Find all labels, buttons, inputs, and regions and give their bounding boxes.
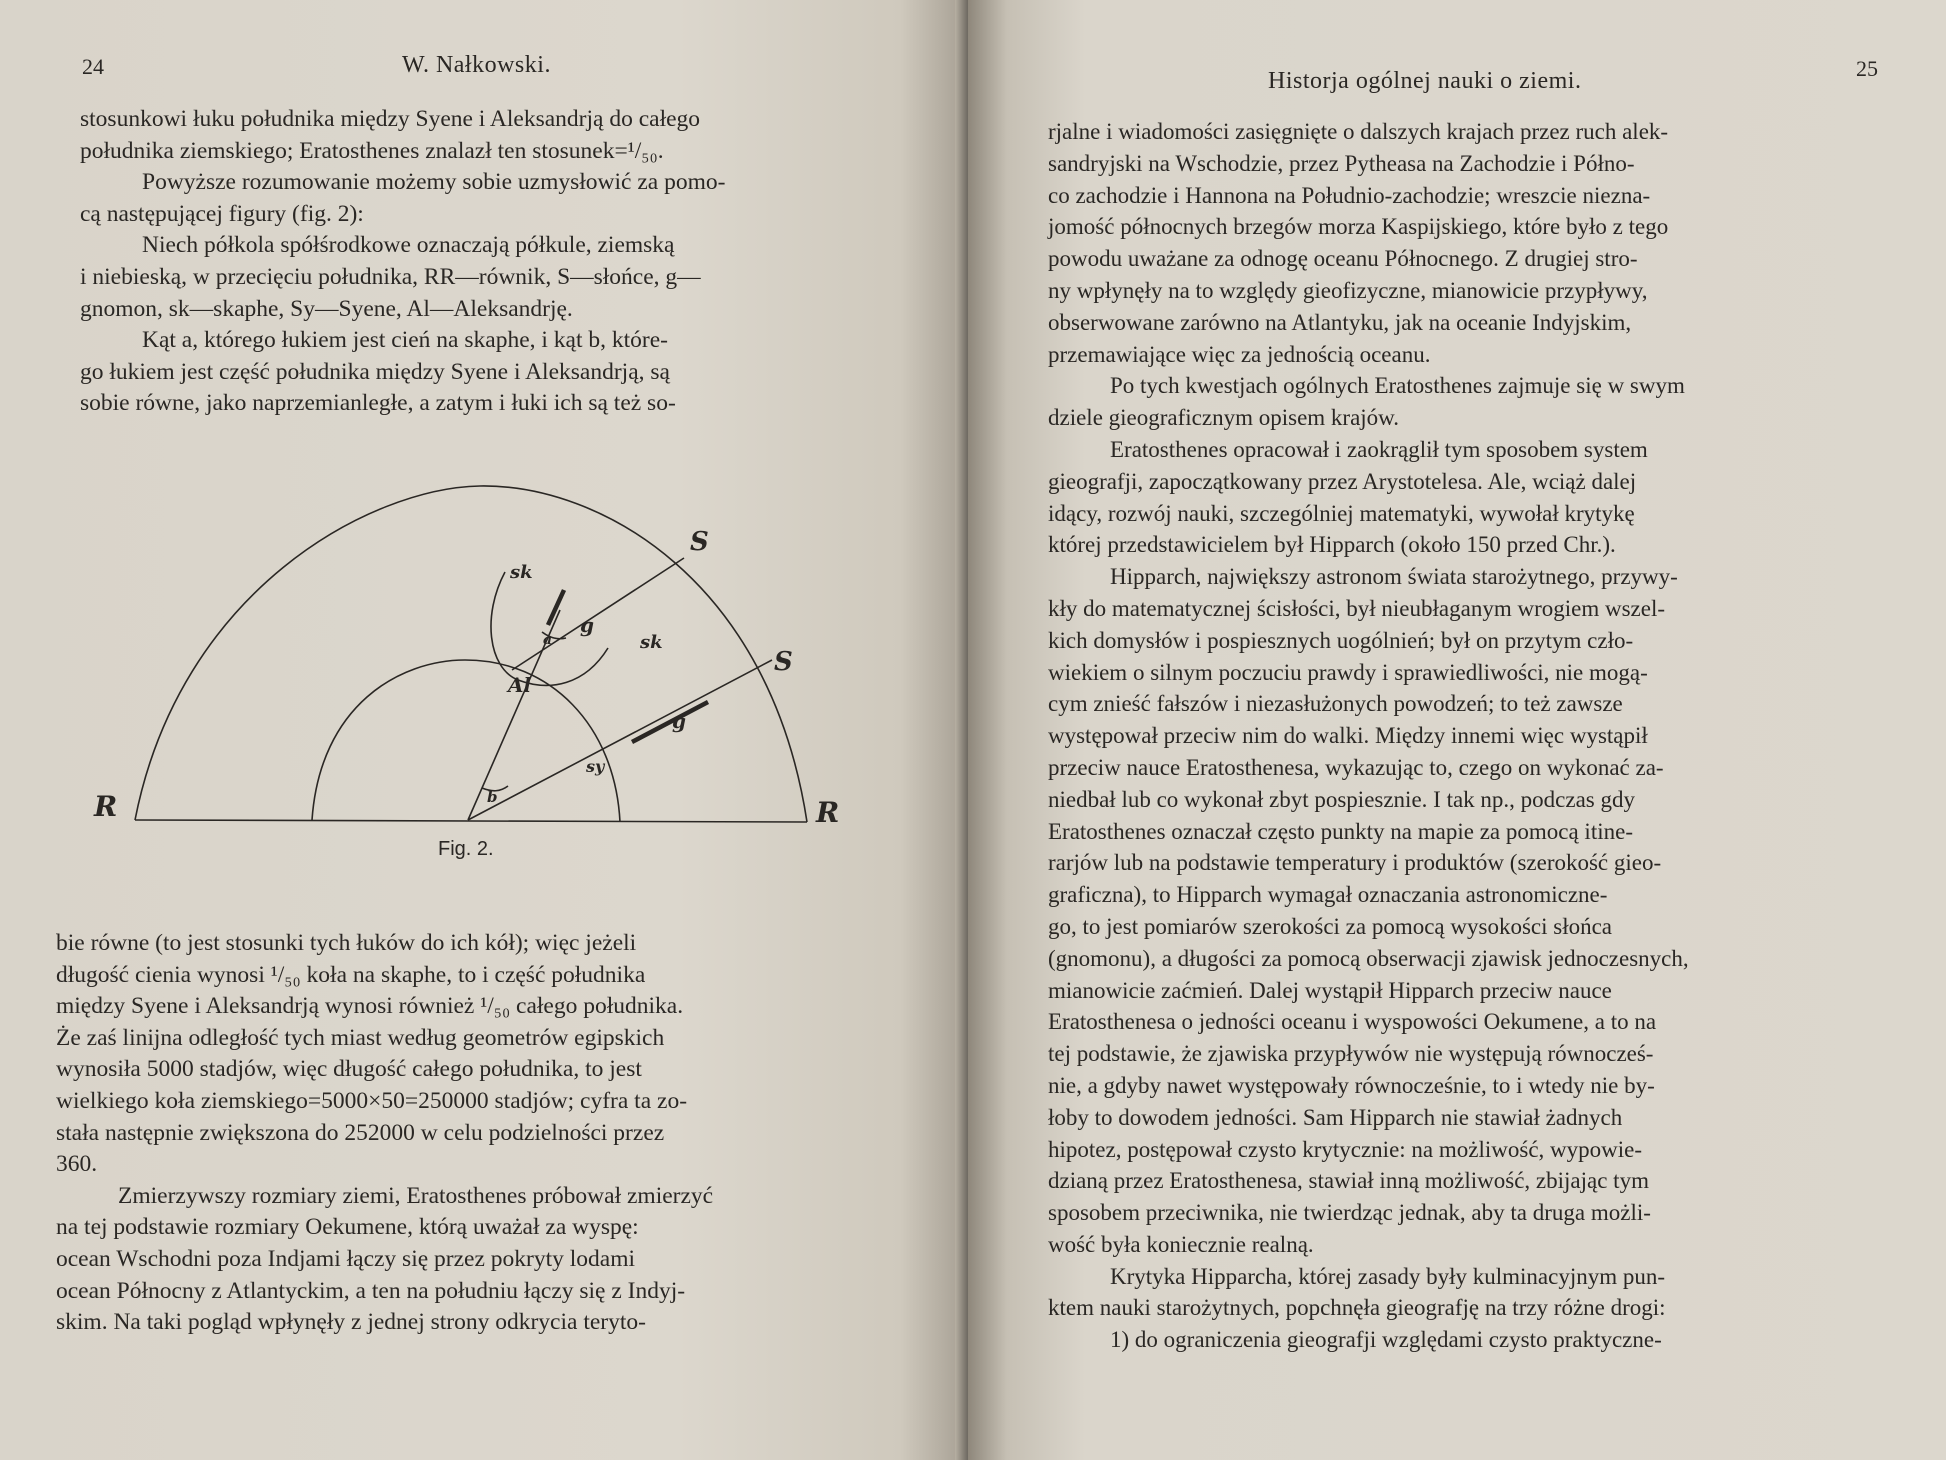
label-b: b: [487, 788, 498, 806]
figure-caption: Fig. 2.: [438, 838, 494, 860]
text-line: bie równe (to jest stosunki tych łuków do ich kół); więc jeżeli: [56, 930, 637, 956]
page-number: 24: [82, 54, 104, 79]
text-line: Eratosthenes opracował i zaokrąglił tym sposobem system: [1110, 436, 1648, 462]
text-line: łoby to dowodem jedności. Sam Hipparch nie stawiał żadnych: [1048, 1104, 1623, 1130]
text-line: (gnomonu), a długości za pomocą obserwacji zjawisk jednoczesnych,: [1048, 945, 1689, 971]
right-page: [968, 0, 1946, 1460]
label-g: g: [672, 709, 686, 733]
text-line: dzianą przez Eratosthenesa, stawiał inną możliwość, zbijając tym: [1048, 1168, 1649, 1194]
text-line: Hipparch, największy astronom świata starożytnego, przywy-: [1110, 564, 1678, 590]
text-line: dziele gieograficznym opisem krajów.: [1048, 405, 1400, 431]
text-line: mianowicie zaćmień. Dalej wystąpił Hipparch przeciw nauce: [1048, 977, 1612, 1003]
text-line: kich domysłów i pospiesznych uogólnień; był on przytym czło-: [1048, 627, 1634, 653]
text-line: Niech półkola spółśrodkowe oznaczają półkule, ziemską: [142, 232, 675, 259]
text-line: sobie równe, jako naprzemianległe, a zatym i łuki ich są też so-: [80, 390, 676, 417]
text-line: niedbał lub co wykonał zbyt pospiesznie. I tak np., podczas gdy: [1048, 786, 1635, 812]
text-block: [1048, 116, 1856, 1356]
label-sy: sy: [586, 757, 605, 776]
text-line: stosunkowi łuku południka między Syene i Aleksandrją do całego: [80, 106, 701, 132]
text-line: sandryjski na Wschodzie, przez Pytheasa na Zachodzie i Półno-: [1048, 150, 1635, 176]
text-line: stała następnie zwiększona do 252000 w celu podzielności przez: [56, 1119, 665, 1146]
label-al: Al: [508, 673, 532, 697]
gnomon-syene: [632, 702, 708, 742]
running-head: W. Nałkowski.: [402, 52, 551, 78]
label-sk: sk: [640, 632, 663, 653]
text-line: Eratosthenesa o jedności oceanu i wyspowości Oekumene, a to na: [1048, 1009, 1657, 1035]
label-s: S: [690, 527, 709, 557]
text-line: idący, rozwój nauki, szczególniej matematyki, wywołał krytykę: [1048, 500, 1635, 526]
running-head: Historja ogólnej nauki o ziemi.: [1268, 68, 1582, 94]
text-line: ny wpłynęły na to względy gieofizyczne, mianowicie przypływy,: [1048, 277, 1648, 303]
label-r: R: [94, 790, 118, 823]
text-line: przemawiające więc za jednością oceanu.: [1048, 341, 1431, 367]
text-line: wość była koniecznie realną.: [1048, 1231, 1314, 1257]
text-line: wielkiego koła ziemskiego=5000×50=250000 stadjów; cyfra ta zo-: [56, 1087, 688, 1114]
text-line: obserwowane zarówno na Atlantyku, jak na oceanie Indyjskim,: [1048, 309, 1632, 335]
text-line: rarjów lub na podstawie temperatury i produktów (szerokość gieo-: [1048, 850, 1662, 876]
text-line: sposobem przeciwnika, nie twierdząc jednak, aby ta druga możli-: [1048, 1200, 1651, 1226]
text-line: ocean Północny z Atlantyckim, a ten na południu łączy się z Indyj-: [56, 1277, 686, 1304]
text-line: Krytyka Hipparcha, której zasady były kulminacyjnym pun-: [1110, 1263, 1666, 1289]
text-line: rjalne i wiadomości zasięgnięte o dalszych krajach przez ruch alek-: [1048, 119, 1669, 144]
text-line: Powyższe rozumowanie możemy sobie uzmysłowić za pomo-: [142, 169, 726, 196]
earth-semicircle: [312, 660, 620, 822]
text-line: występował przeciw nim do walki. Między innemi więc wystąpił: [1048, 723, 1648, 749]
text-line: tej podstawie, że zjawiska przypływów nie występują równocześ-: [1048, 1041, 1654, 1067]
label-r: R: [816, 796, 840, 829]
text-line: 1) do ograniczenia gieografji względami czysto praktyczne-: [1110, 1327, 1662, 1353]
label-g: g: [580, 613, 594, 637]
label-s: S: [774, 647, 793, 677]
text-line: przeciw nauce Eratosthenesa, wykazując to, czego on wykonać za-: [1048, 754, 1664, 780]
figure-2-diagram: [80, 470, 880, 830]
text-block-top: [80, 104, 894, 420]
text-line: cą następującej figury (fig. 2):: [80, 200, 364, 227]
text-line: jomość północnych brzegów morza Kaspijskiego, które było z tego: [1048, 214, 1669, 240]
text-line: długość cienia wynosi ¹/₅₀ koła na skaphe, to i część południka: [56, 961, 646, 988]
equator-line: [135, 820, 807, 822]
text-line: i niebieską, w przecięciu południka, RR—równik, S—słońce, g—: [80, 263, 701, 290]
text-line: gieografji, zapoczątkowany przez Arystotelesa. Ale, wciąż dalej: [1048, 468, 1637, 494]
text-line: wynosiła 5000 stadjów, więc długość całego południka, to jest: [56, 1056, 642, 1083]
text-line: Że zaś linijna odległość tych miast według geometrów egipskich: [56, 1024, 665, 1051]
text-line: wiekiem o silnym poczuciu prawdy i sprawiedliwości, nie mogą-: [1048, 659, 1648, 685]
text-line: gnomon, sk—skaphe, Sy—Syene, Al—Aleksandrję.: [80, 295, 573, 322]
text-line: której przedstawicielem był Hipparch (około 150 przed Chr.).: [1048, 532, 1616, 558]
text-line: ocean Wschodni poza Indjami łączy się przez pokryty lodami: [56, 1245, 636, 1272]
label-sk: sk: [510, 562, 533, 583]
text-line: Eratosthenes oznaczał często punkty na mapie za pomocą itine-: [1048, 818, 1633, 844]
text-line: 360.: [56, 1151, 98, 1178]
text-line: co zachodzie i Hannona na Południo-zachodzie; wreszcie niezna-: [1048, 182, 1651, 208]
text-line: na tej podstawie rozmiary Oekumene, którą uważał za wyspę:: [56, 1214, 639, 1241]
text-line: między Syene i Aleksandrją wynosi również ¹/₅₀ całego południka.: [56, 993, 684, 1020]
text-line: hipotez, postępował czysto krytycznie: na możliwość, wypowie-: [1048, 1136, 1643, 1162]
text-line: go łukiem jest część południka między Syene i Aleksandrją, są: [80, 358, 670, 385]
page-number: 25: [1856, 56, 1878, 81]
text-line: powodu uważane za odnogę oceanu Północnego. Z drugiej stro-: [1048, 246, 1638, 272]
text-block-bottom: [56, 928, 886, 1339]
text-line: skim. Na taki pogląd wpłynęły z jednej strony odkrycia teryto-: [56, 1309, 646, 1336]
text-line: Zmierzywszy rozmiary ziemi, Eratosthenes próbował zmierzyć: [118, 1182, 714, 1209]
text-line: Po tych kwestjach ogólnych Eratosthenes zajmuje się w swym: [1110, 373, 1685, 399]
left-page: [0, 0, 968, 1460]
text-line: Kąt a, którego łukiem jest cień na skaphe, i kąt b, które-: [142, 327, 668, 354]
text-line: graficzna), to Hipparch wymagał oznaczania astronomiczne-: [1048, 882, 1608, 908]
text-line: go, to jest pomiarów szerokości za pomocą wysokości słońca: [1048, 913, 1613, 939]
text-line: nie, a gdyby nawet występowały równocześnie, to i wtedy nie by-: [1048, 1072, 1655, 1098]
label-a: a: [543, 632, 553, 648]
sun-ray-alexandria: [512, 558, 684, 670]
text-line: cym znieść fałszów i niezasłużonych powodzeń; to też zawsze: [1048, 691, 1623, 717]
text-line: kły do matematycznej ścisłości, był nieubłaganym wrogiem wszel-: [1048, 595, 1666, 621]
text-line: południka ziemskiego; Eratosthenes znalazł ten stosunek=¹/₅₀.: [80, 137, 664, 164]
text-line: ktem nauki starożytnych, popchnęła gieografję na trzy różne drogi:: [1048, 1295, 1666, 1321]
